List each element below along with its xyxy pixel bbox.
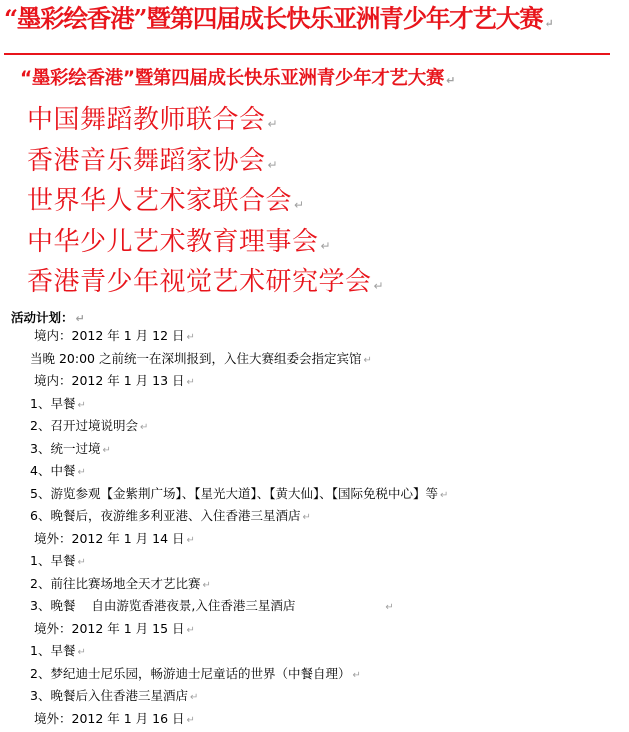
paragraph-mark-icon: ↵: [75, 312, 85, 325]
organizer-item: 中华少儿艺术教育理事会 ↵: [27, 226, 332, 257]
plan-line: 3、统一过境 ↵: [30, 440, 111, 456]
plan-line: 4、中餐 ↵: [30, 463, 86, 478]
plan-line: 3、晚餐 自由游览香港夜景,入住香港三星酒店 ↵: [30, 598, 394, 613]
paragraph-mark-icon: ↵: [186, 332, 195, 343]
organizer-item: 香港音乐舞蹈家协会 ↵: [27, 145, 279, 176]
paragraph-mark-icon: ↵: [385, 602, 394, 613]
banner-title: [4, 2, 610, 41]
event-subtitle-text: “墨彩绘香港”暨第四届成长快乐亚洲青少年才艺大赛: [20, 68, 445, 89]
plan-line: 3、晚餐后入住香港三星酒店 ↵: [30, 688, 199, 703]
paragraph-mark-icon: ↵: [352, 669, 361, 681]
paragraph-mark-icon: ↵: [294, 198, 305, 212]
paragraph-mark-icon: ↵: [544, 17, 553, 30]
banner-title-text: “墨彩绘香港”暨第四届成长快乐亚洲青少年才艺大赛: [4, 4, 543, 33]
banner-divider: [4, 53, 610, 55]
event-subtitle: [20, 66, 455, 94]
plan-date-line: 境内：2012 年 1 月 13 日 ↵: [34, 373, 195, 388]
paragraph-mark-icon: ↵: [446, 74, 456, 87]
paragraph-mark-icon: ↵: [373, 279, 385, 293]
paragraph-mark-icon: ↵: [439, 489, 449, 501]
activity-plan-heading: 活动计划： ↵: [11, 310, 85, 325]
organizer-item: 中国舞蹈教师联合会 ↵: [27, 105, 279, 135]
paragraph-mark-icon: ↵: [186, 377, 195, 388]
paragraph-mark-icon: ↵: [186, 624, 195, 636]
plan-line: 1、早餐 ↵: [30, 553, 86, 568]
organizer-item: 世界华人艺术家联合会 ↵: [27, 186, 305, 216]
paragraph-mark-icon: ↵: [186, 714, 195, 726]
paragraph-mark-icon: ↵: [186, 534, 195, 546]
paragraph-mark-icon: ↵: [202, 579, 211, 591]
organizer-list: [27, 102, 384, 305]
paragraph-mark-icon: ↵: [77, 467, 86, 478]
plan-line: 5、游览参观【金紫荆广场】、【星光大道】、【黄大仙】、【国际免税中心】等 ↵: [30, 485, 449, 501]
plan-line: 2、梦纪迪士尼乐园，畅游迪士尼童话的世界（中餐自理） ↵: [30, 665, 361, 681]
paragraph-mark-icon: ↵: [267, 157, 279, 172]
plan-date-line: 境外：2012 年 1 月 15 日 ↵: [34, 620, 195, 636]
paragraph-mark-icon: ↵: [139, 422, 149, 433]
paragraph-mark-icon: ↵: [302, 512, 311, 523]
paragraph-mark-icon: ↵: [77, 647, 86, 658]
plan-line: 2、召开过境说明会 ↵: [30, 418, 149, 433]
plan-line: 1、早餐 ↵: [30, 643, 86, 658]
paragraph-mark-icon: ↵: [267, 117, 279, 131]
plan-line: 1、早餐 ↵: [30, 395, 86, 411]
activity-plan-list: [30, 325, 620, 730]
paragraph-mark-icon: ↵: [77, 557, 86, 568]
paragraph-mark-icon: ↵: [77, 399, 86, 411]
paragraph-mark-icon: ↵: [102, 444, 111, 456]
plan-line: 6、晚餐后，夜游维多利亚港、入住香港三星酒店 ↵: [30, 508, 311, 523]
plan-line: 2、前往比赛场地全天才艺比赛 ↵: [30, 575, 211, 591]
organizer-item: 香港青少年视觉艺术研究学会 ↵: [27, 267, 385, 297]
paragraph-mark-icon: ↵: [189, 692, 199, 703]
plan-date-line: 境外：2012 年 1 月 16 日 ↵: [34, 710, 195, 726]
paragraph-mark-icon: ↵: [363, 354, 372, 366]
plan-line: 当晚 20:00 之前统一在深圳报到，入住大赛组委会指定宾馆 ↵: [30, 350, 372, 366]
plan-date-line: 境外：2012 年 1 月 14 日 ↵: [34, 530, 195, 546]
plan-date-line: 境内：2012 年 1 月 12 日 ↵: [34, 328, 195, 343]
paragraph-mark-icon: ↵: [320, 238, 332, 253]
